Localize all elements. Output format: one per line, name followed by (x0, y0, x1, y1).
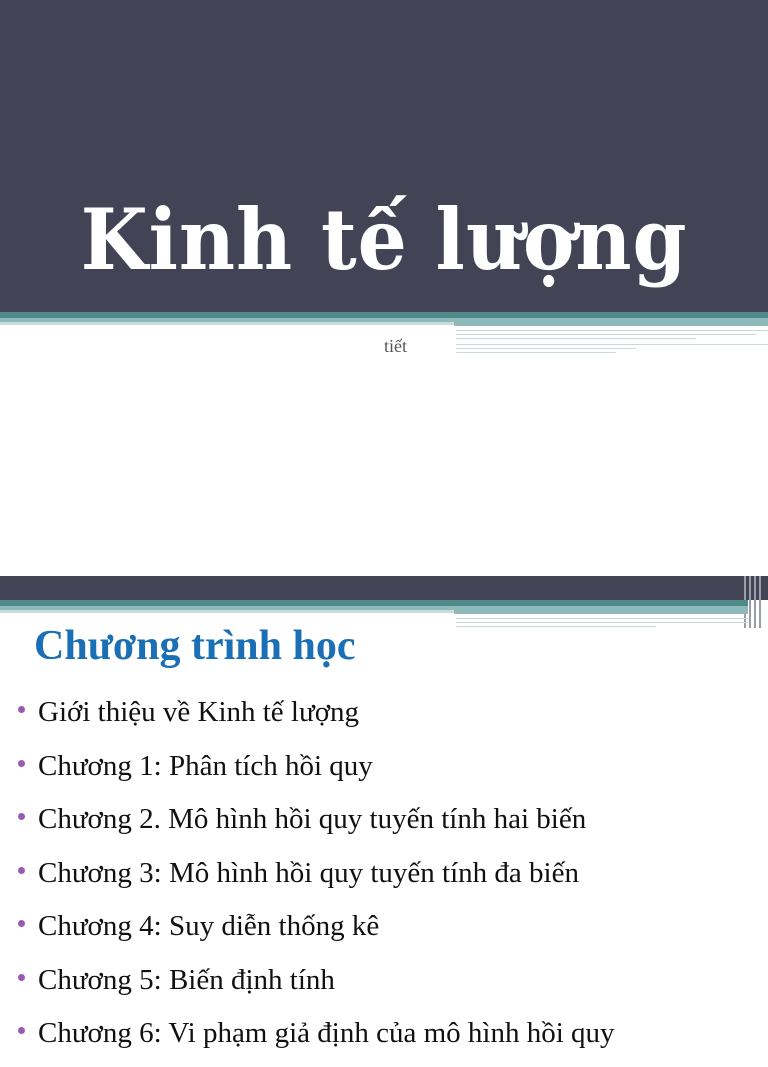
agenda-heading: Chương trình học (34, 623, 356, 669)
list-item (18, 1013, 615, 1067)
list-item (18, 692, 615, 746)
list-item-text: Chương 1: Phân tích hồi quy (38, 749, 373, 782)
list-item-text: Chương 2. Mô hình hồi quy tuyến tính hai biến (38, 803, 587, 835)
header-band (0, 576, 768, 600)
list-item-text: Chương 5: Biến định tính (38, 963, 335, 996)
list-item (18, 853, 615, 907)
bullet-icon (18, 760, 25, 767)
list-item-text: Chương 4: Suy diễn thống kê (38, 910, 380, 942)
agenda-slide (0, 576, 768, 1049)
list-item (18, 746, 615, 800)
list-item (18, 799, 615, 853)
bullet-icon (18, 867, 25, 874)
bullet-icon (18, 1027, 25, 1034)
agenda-list (18, 692, 615, 1067)
bullet-icon (18, 706, 25, 713)
slide-subtitle: tiết (384, 336, 407, 356)
list-item-text: Chương 6: Vi phạm giả định của mô hình hồi quy (38, 1017, 615, 1049)
bullet-icon (18, 920, 25, 927)
slide-title: Kinh tế lượng (80, 190, 688, 289)
list-item-text: Chương 3: Mô hình hồi quy tuyến tính đa biến (38, 856, 579, 889)
list-item (18, 906, 615, 960)
bullet-icon (18, 974, 25, 981)
list-item-text: Giới thiệu về Kinh tế lượng (38, 696, 360, 728)
bullet-icon (18, 813, 25, 820)
list-item (18, 960, 615, 1014)
